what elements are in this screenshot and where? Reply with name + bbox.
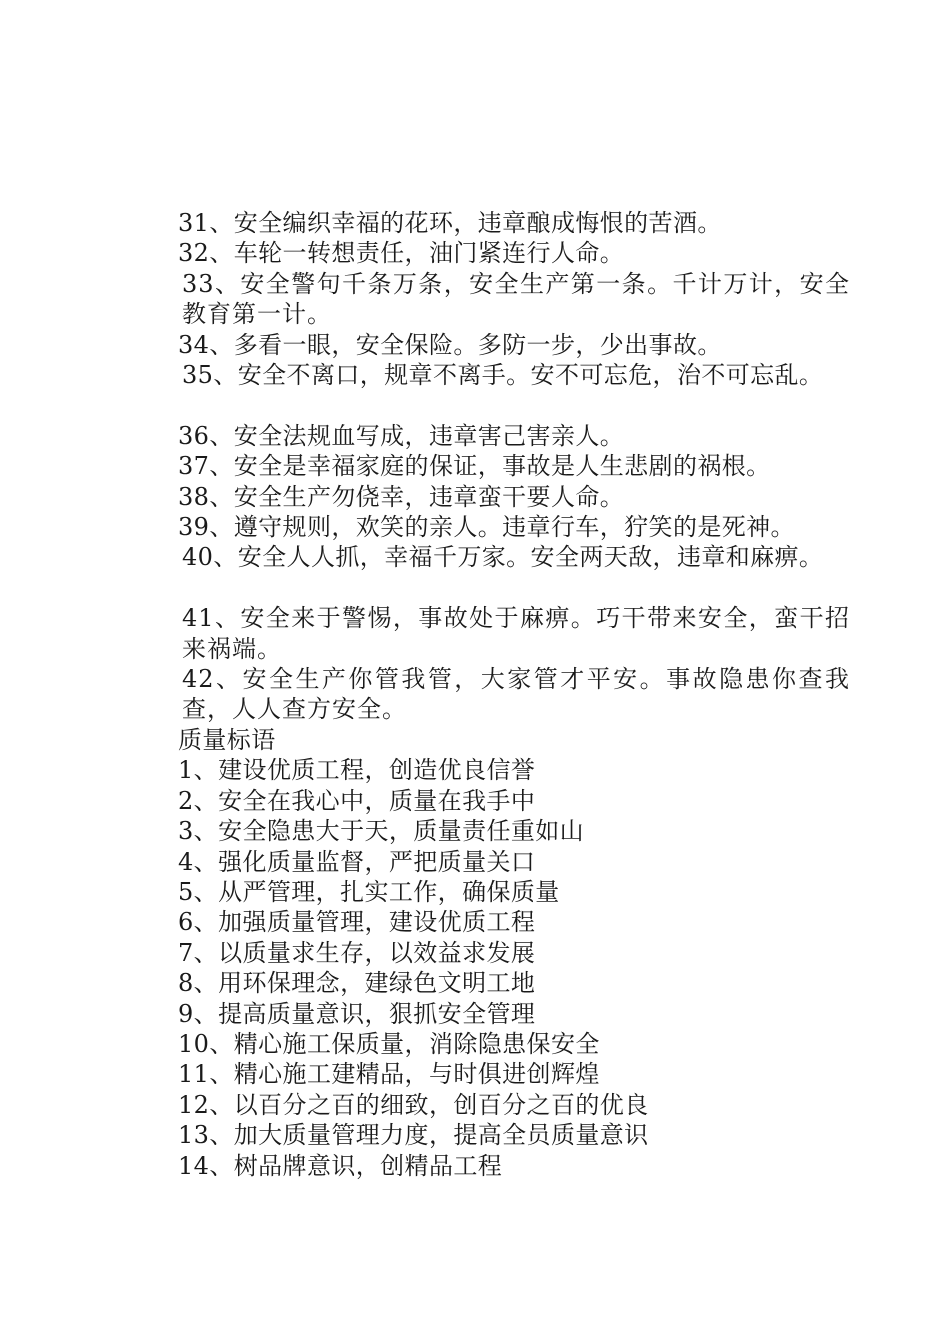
quality-slogan-13: 13、加大质量管理力度，提高全员质量意识 bbox=[178, 1121, 649, 1150]
quality-slogan-9: 9、提高质量意识，狠抓安全管理 bbox=[178, 999, 536, 1028]
safety-slogan-38: 38、安全生产勿侥幸，违章蛮干要人命。 bbox=[178, 482, 625, 511]
safety-slogan-31: 31、安全编织幸福的花环，违章酿成悔恨的苦酒。 bbox=[178, 209, 722, 237]
safety-slogan-32: 32、车轮一转想责任，油门紧连行人命。 bbox=[178, 239, 625, 268]
document-body bbox=[130, 208, 850, 1181]
safety-slogan-35: 35、安全不离口，规章不离手。安不可忘危，治不可忘乱。 bbox=[182, 361, 824, 390]
quality-slogan-5: 5、从严管理，扎实工作，确保质量 bbox=[178, 877, 560, 906]
quality-slogan-12: 12、以百分之百的细致，创百分之百的优良 bbox=[178, 1090, 649, 1119]
safety-slogan-40: 40、安全人人抓，幸福千万家。安全两天敌，违章和麻痹。 bbox=[182, 543, 824, 572]
quality-slogan-10: 10、精心施工保质量，消除隐患保安全 bbox=[178, 1029, 600, 1058]
safety-slogan-36: 36、安全法规血写成，违章害己害亲人。 bbox=[178, 421, 625, 450]
quality-slogan-3: 3、安全隐患大于天，质量责任重如山 bbox=[178, 817, 585, 846]
quality-slogan-8: 8、用环保理念，建绿色文明工地 bbox=[178, 969, 536, 998]
quality-section-heading: 质量标语 bbox=[178, 725, 276, 754]
quality-slogan-14: 14、树品牌意识，创精品工程 bbox=[178, 1151, 503, 1180]
safety-slogan-34: 34、多看一眼，安全保险。多防一步，少出事故。 bbox=[178, 330, 722, 359]
quality-slogan-11: 11、精心施工建精品，与时俱进创辉煌 bbox=[178, 1060, 600, 1089]
safety-slogan-33: 33、安全警句千条万条，安全生产第一条。千计万计，安全教育第一计。 bbox=[182, 269, 850, 329]
safety-slogan-37: 37、安全是幸福家庭的保证，事故是人生悲剧的祸根。 bbox=[178, 452, 771, 481]
quality-slogan-7: 7、以质量求生存，以效益求发展 bbox=[178, 938, 536, 967]
safety-slogan-42: 42、安全生产你管我管，大家管才平安。事故隐患你查我查，人人查方安全。 bbox=[182, 665, 850, 724]
quality-slogan-4: 4、强化质量监督，严把质量关口 bbox=[178, 847, 536, 876]
paragraph-gap bbox=[130, 573, 850, 603]
quality-slogan-1: 1、建设优质工程，创造优良信誉 bbox=[178, 756, 536, 785]
quality-slogan-6: 6、加强质量管理，建设优质工程 bbox=[178, 908, 536, 937]
safety-slogan-41: 41、安全来于警惕，事故处于麻痹。巧干带来安全，蛮干招来祸端。 bbox=[182, 604, 850, 663]
paragraph-gap bbox=[130, 390, 850, 420]
safety-slogan-39: 39、遵守规则，欢笑的亲人。违章行车，狞笑的是死神。 bbox=[178, 513, 795, 542]
quality-slogan-2: 2、安全在我心中，质量在我手中 bbox=[178, 786, 536, 815]
